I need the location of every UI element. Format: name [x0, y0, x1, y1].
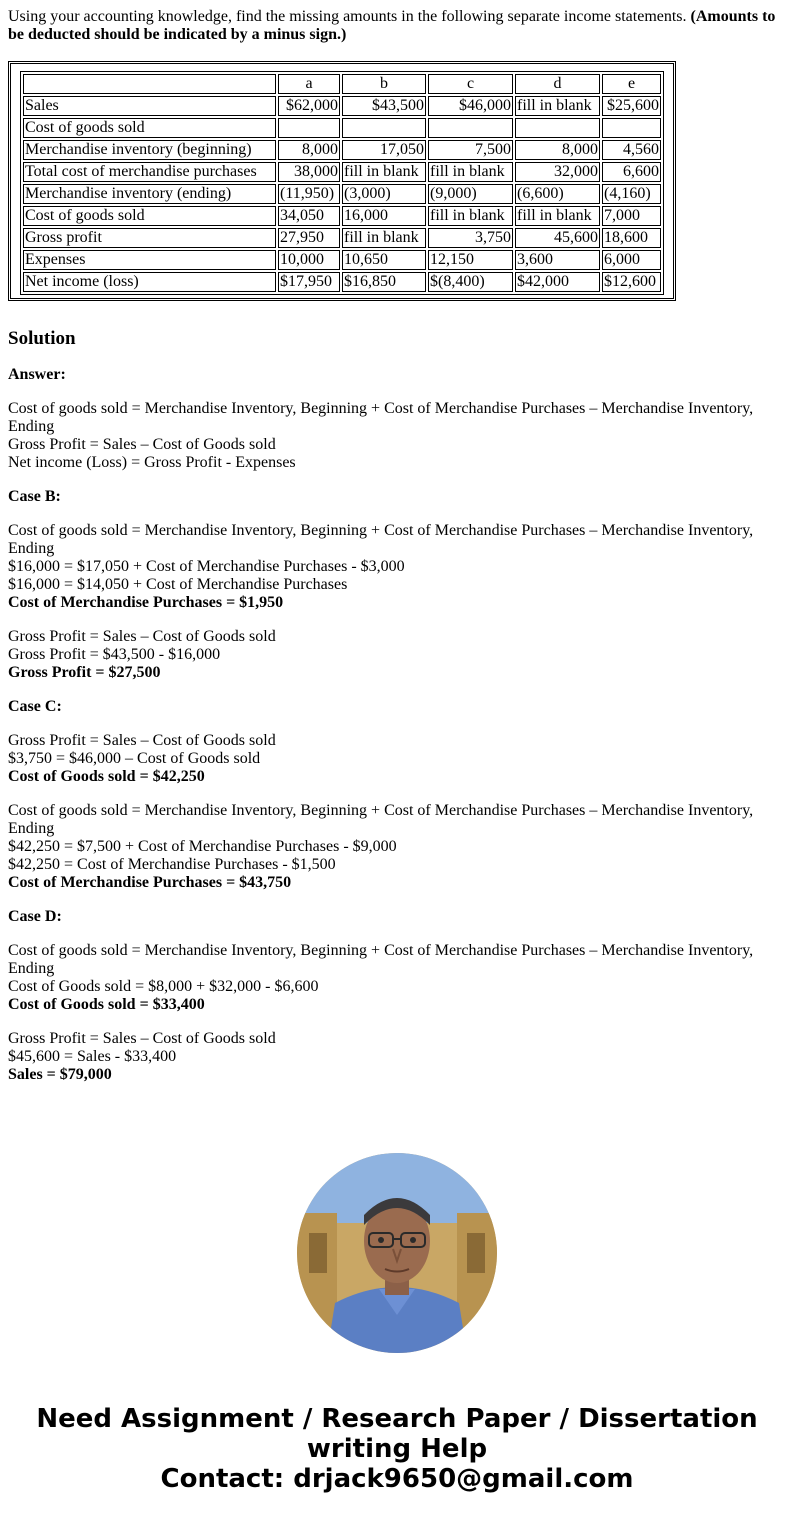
table-cell: fill in blank	[428, 206, 513, 226]
table-cell: $16,850	[342, 272, 426, 292]
solution-line: $3,750 = $46,000 – Cost of Goods sold	[8, 750, 261, 767]
table-cell: fill in blank	[515, 96, 600, 116]
table-cell: 18,600	[602, 228, 661, 248]
table-cell: (9,000)	[428, 184, 513, 204]
table-cell: 7,500	[428, 140, 513, 160]
solution-result: Cost of Goods sold = $42,250	[8, 768, 205, 785]
solution-line: Gross Profit = Sales – Cost of Goods sold	[8, 1030, 276, 1047]
table-row	[23, 140, 661, 160]
avatar-portrait	[297, 1153, 497, 1353]
answer-label: Answer:	[8, 366, 66, 383]
table-cell	[515, 118, 600, 138]
solution-result: Cost of Merchandise Purchases = $43,750	[8, 874, 292, 891]
solution-line: Cost of goods sold = Merchandise Inventory, Beginning + Cost of Merchandise Purchases – Merchandise Inventory, Ending	[8, 942, 754, 977]
solution-result: Cost of Goods sold = $33,400	[8, 996, 205, 1013]
table-row	[23, 228, 661, 248]
promo-line: Need Assignment / Research Paper / Dissertation	[36, 1404, 758, 1434]
table-cell: $17,950	[278, 272, 340, 292]
case-c-title: Case C:	[8, 698, 62, 715]
case-b-step-1	[8, 522, 786, 612]
formulas-block	[8, 400, 786, 472]
table-frame	[8, 61, 676, 301]
question-note: (Amounts to be deducted should be indicated by a minus sign.)	[8, 8, 776, 43]
table-cell: (3,000)	[342, 184, 426, 204]
table-cell: $(8,400)	[428, 272, 513, 292]
row-label: Cost of goods sold	[23, 206, 276, 226]
table-cell: $42,000	[515, 272, 600, 292]
table-cell: 10,650	[342, 250, 426, 270]
solution-result: Gross Profit = $27,500	[8, 664, 161, 681]
table-row	[23, 272, 661, 292]
header-cell: d	[515, 74, 600, 94]
author-avatar	[297, 1153, 497, 1353]
table-cell: fill in blank	[342, 162, 426, 182]
case-c-step-1	[8, 732, 786, 786]
page-content	[8, 8, 786, 1084]
solution-line: Cost of goods sold = Merchandise Inventory, Beginning + Cost of Merchandise Purchases – Merchandise Inventory, Ending	[8, 802, 754, 837]
promo-banner	[0, 1404, 794, 1494]
solution-line: $45,600 = Sales - $33,400	[8, 1048, 177, 1065]
table-cell: fill in blank	[428, 162, 513, 182]
solution-line: $16,000 = $17,050 + Cost of Merchandise Purchases - $3,000	[8, 558, 405, 575]
header-cell: b	[342, 74, 426, 94]
table-row	[23, 206, 661, 226]
formula-line: Net income (Loss) = Gross Profit - Expenses	[8, 454, 296, 471]
table-cell: 32,000	[515, 162, 600, 182]
table-cell: 7,000	[602, 206, 661, 226]
solution-heading: Solution	[8, 328, 76, 349]
table-cell: (6,600)	[515, 184, 600, 204]
row-label: Merchandise inventory (ending)	[23, 184, 276, 204]
table-row	[23, 162, 661, 182]
table-cell: fill in blank	[515, 206, 600, 226]
table-cell: 8,000	[515, 140, 600, 160]
case-d-step-1	[8, 942, 786, 1014]
case-d-step-2	[8, 1030, 786, 1084]
table-row	[23, 250, 661, 270]
row-label: Expenses	[23, 250, 276, 270]
question-text	[8, 8, 786, 44]
solution-line: $16,000 = $14,050 + Cost of Merchandise Purchases	[8, 576, 348, 593]
case-d-title: Case D:	[8, 908, 62, 925]
solution-result: Cost of Merchandise Purchases = $1,950	[8, 594, 284, 611]
table-row	[23, 96, 661, 116]
table-row	[23, 184, 661, 204]
table-cell: (4,160)	[602, 184, 661, 204]
table-cell: $46,000	[428, 96, 513, 116]
solution-line: Cost of goods sold = Merchandise Inventory, Beginning + Cost of Merchandise Purchases – Merchandise Inventory, Ending	[8, 522, 754, 557]
solution-line: $42,250 = $7,500 + Cost of Merchandise Purchases - $9,000	[8, 838, 397, 855]
table-cell: $43,500	[342, 96, 426, 116]
header-cell	[23, 74, 276, 94]
table-cell: (11,950)	[278, 184, 340, 204]
table-cell: 10,000	[278, 250, 340, 270]
table-header-row	[23, 74, 661, 94]
table-cell: 17,050	[342, 140, 426, 160]
table-cell	[428, 118, 513, 138]
row-label: Cost of goods sold	[23, 118, 276, 138]
income-statement-table	[20, 71, 664, 295]
table-cell	[278, 118, 340, 138]
table-cell: 6,600	[602, 162, 661, 182]
case-c-step-2	[8, 802, 786, 892]
solution-line: Gross Profit = Sales – Cost of Goods sold	[8, 628, 276, 645]
case-b-step-2	[8, 628, 786, 682]
case-b-title: Case B:	[8, 488, 61, 505]
table-cell: $12,600	[602, 272, 661, 292]
solution-line: $42,250 = Cost of Merchandise Purchases - $1,500	[8, 856, 336, 873]
header-cell: e	[602, 74, 661, 94]
promo-line: writing Help	[306, 1434, 488, 1464]
solution-result: Sales = $79,000	[8, 1066, 112, 1083]
formula-line: Cost of goods sold = Merchandise Inventory, Beginning + Cost of Merchandise Purchases – Merchandise Inventory, Ending	[8, 400, 754, 435]
table-cell: $62,000	[278, 96, 340, 116]
solution-line: Gross Profit = $43,500 - $16,000	[8, 646, 221, 663]
table-cell: 16,000	[342, 206, 426, 226]
table-cell: 27,950	[278, 228, 340, 248]
solution-line: Gross Profit = Sales – Cost of Goods sold	[8, 732, 276, 749]
header-cell: a	[278, 74, 340, 94]
table-cell: 34,050	[278, 206, 340, 226]
table-cell: $25,600	[602, 96, 661, 116]
table-cell	[602, 118, 661, 138]
row-label: Sales	[23, 96, 276, 116]
formula-line: Gross Profit = Sales – Cost of Goods sold	[8, 436, 276, 453]
table-cell: 8,000	[278, 140, 340, 160]
table-cell: 6,000	[602, 250, 661, 270]
table-row	[23, 118, 661, 138]
table-cell: 3,600	[515, 250, 600, 270]
table-cell	[342, 118, 426, 138]
row-label: Merchandise inventory (beginning)	[23, 140, 276, 160]
row-label: Gross profit	[23, 228, 276, 248]
table-cell: 4,560	[602, 140, 661, 160]
row-label: Net income (loss)	[23, 272, 276, 292]
table-cell: 38,000	[278, 162, 340, 182]
solution-line: Cost of Goods sold = $8,000 + $32,000 - $6,600	[8, 978, 319, 995]
question-body: Using your accounting knowledge, find the missing amounts in the following separate income statements.	[8, 8, 687, 25]
promo-contact: Contact: drjack9650@gmail.com	[160, 1464, 634, 1494]
row-label: Total cost of merchandise purchases	[23, 162, 276, 182]
table-cell: 3,750	[428, 228, 513, 248]
table-cell: 12,150	[428, 250, 513, 270]
header-cell: c	[428, 74, 513, 94]
table-cell: 45,600	[515, 228, 600, 248]
table-cell: fill in blank	[342, 228, 426, 248]
